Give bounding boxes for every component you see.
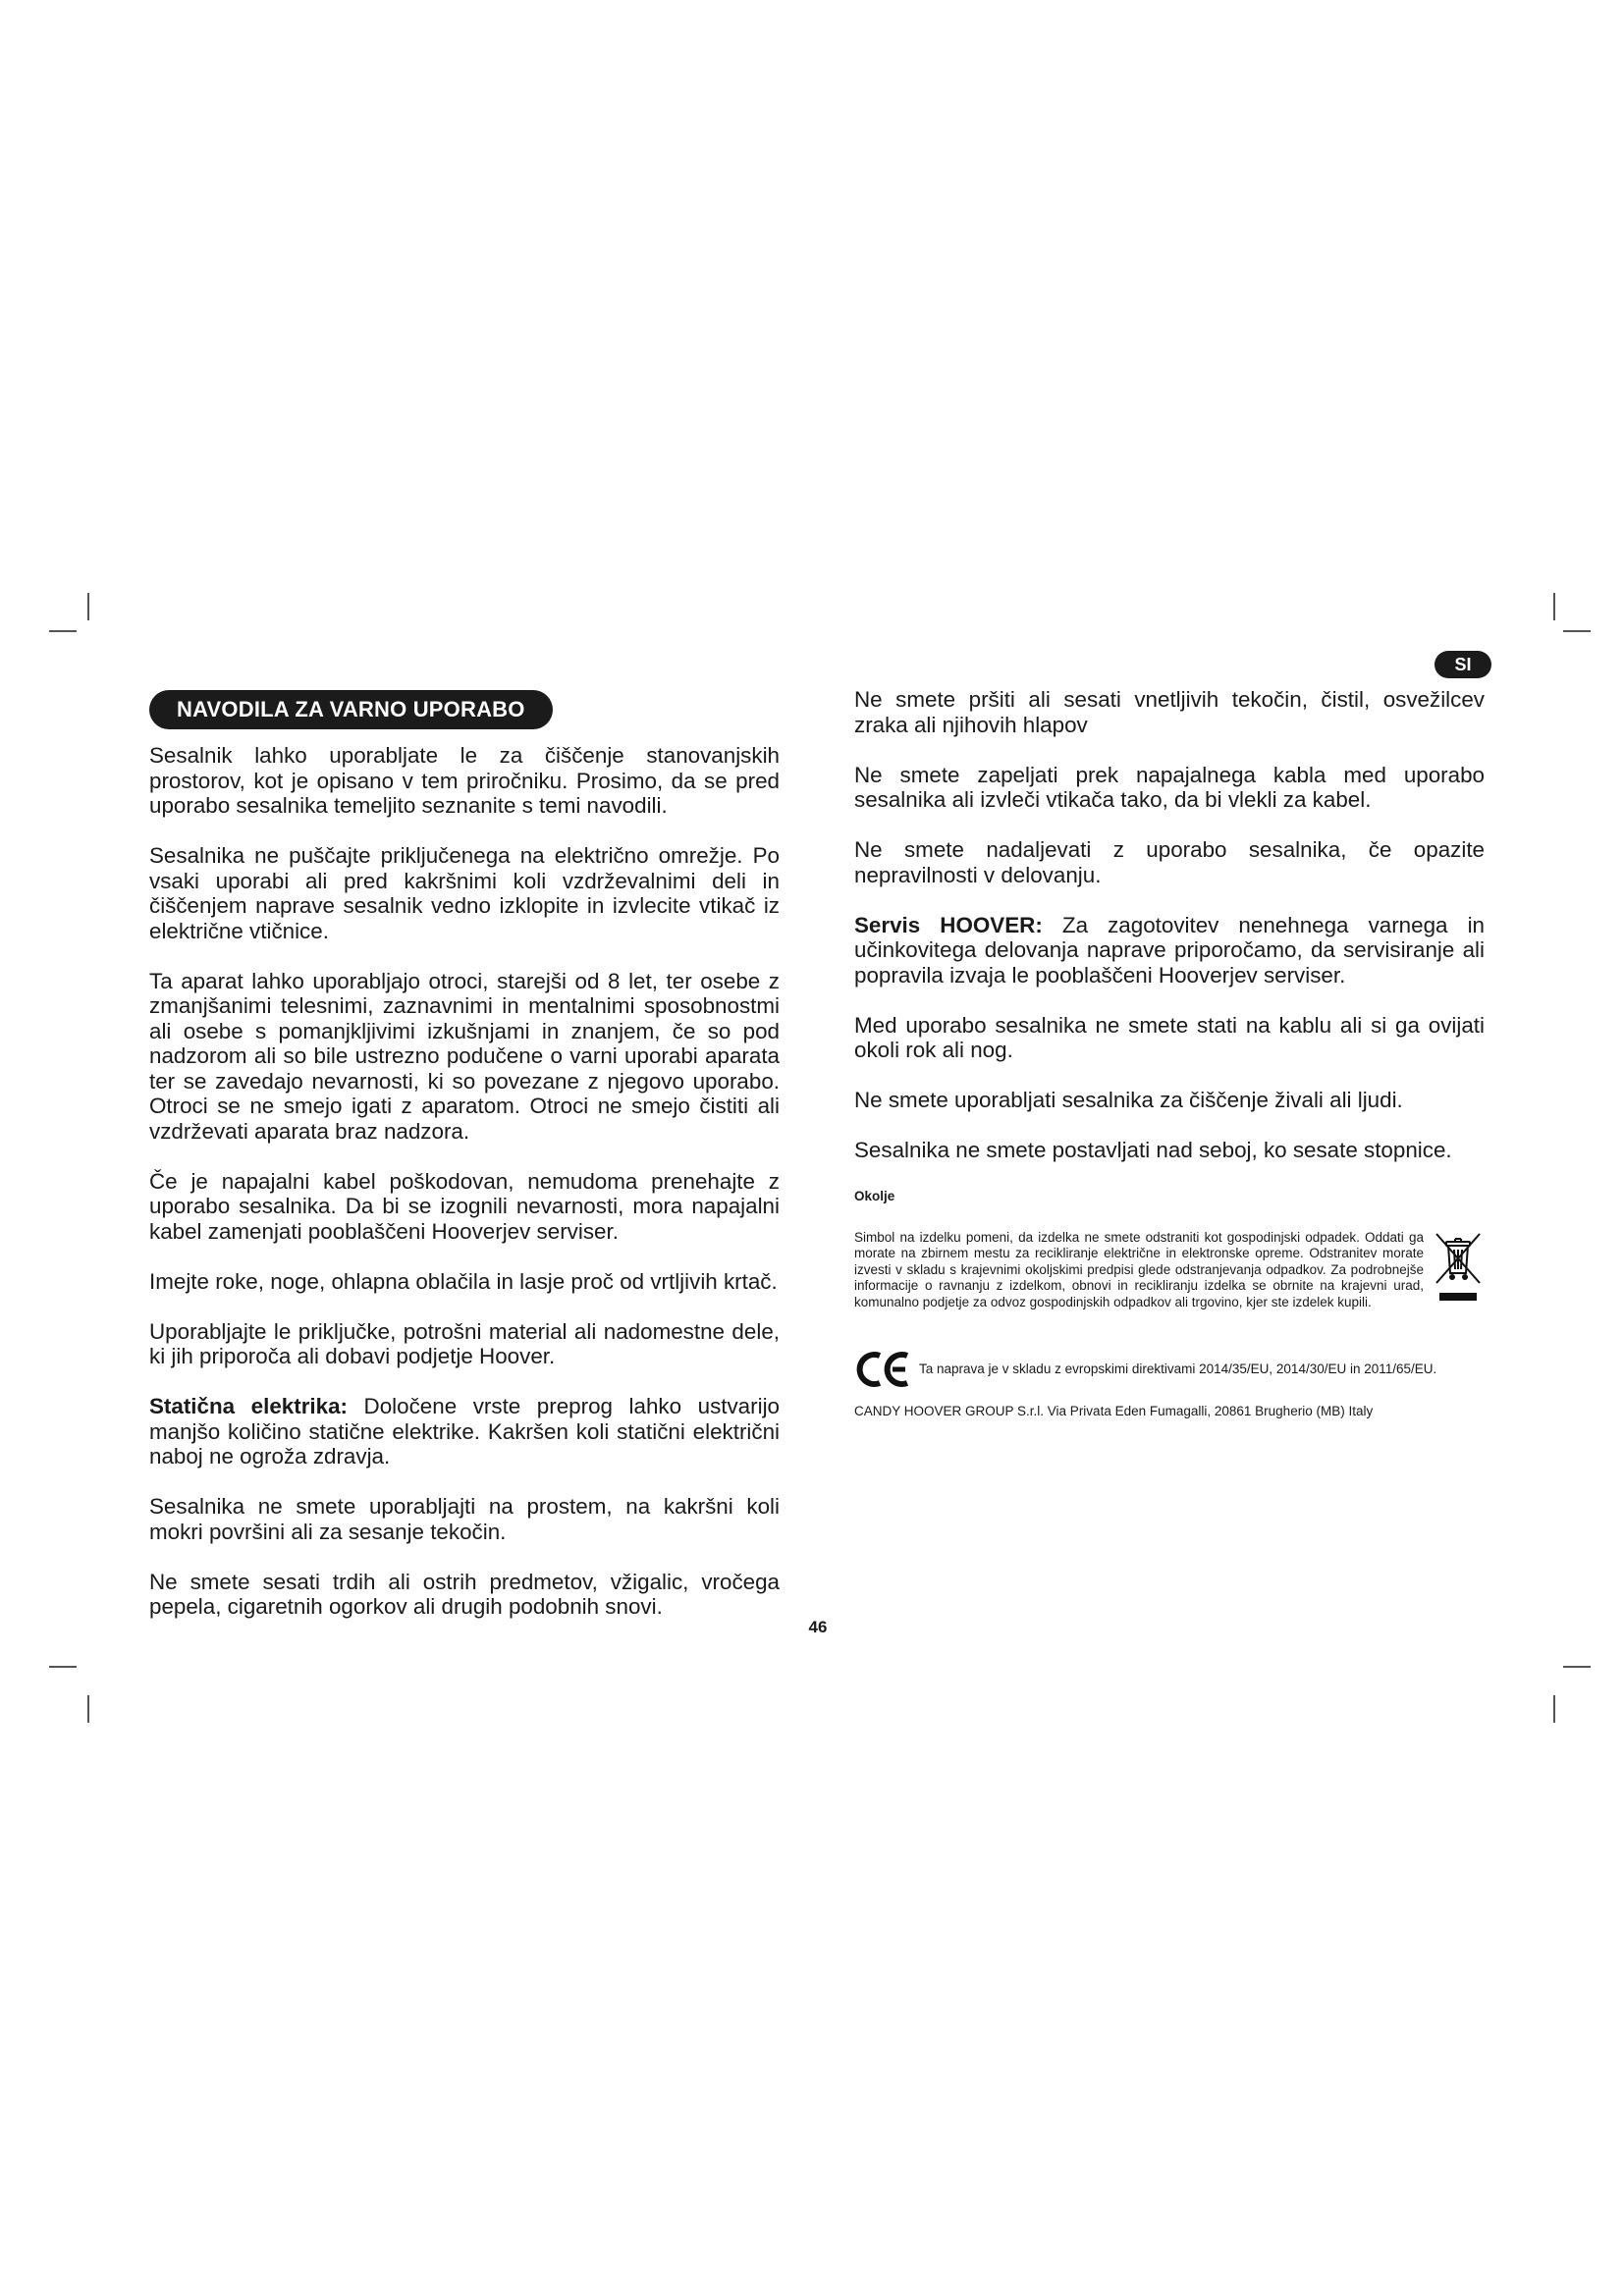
crop-mark [1563,1666,1591,1668]
paragraph: Ne smete nadaljevati z uporabo sesalnika, če opazite nepravilnosti v delovanju. [854,837,1485,887]
paragraph: Ne smete pršiti ali sesati vnetljivih tekočin, čistil, osvežilcev zraka ali njihovih hlapov [854,687,1485,737]
environment-text: Simbol na izdelku pomeni, da izdelka ne smete odstraniti kot gospodinjski odpadek. Oddati ga morate na zbirnem mestu za recikliranje električne in elektronske opreme. Odstranitev morate izvesti v skladu s krajevnimi okoljskimi predpisi glede odstranjevanja odpadkov. Za podrobnejše informacije o ravnanju z izdelkom, obnovi in recikliranju izdelka se obrnite na krajevni urad, komunalno podjetje za odvoz gospodinjskih odpadkov ali trgovino, kjer ste izdelek kupili. [854,1229,1424,1309]
weee-symbol [1432,1230,1485,1301]
crop-mark [49,630,77,632]
paragraph: Če je napajalni kabel poškodovan, nemudoma prenehajte z uporabo sesalnika. Da bi se izognili nevarnosti, mora napajalni kabel zamenjati pooblaščeni Hooverjev serviser. [149,1168,780,1244]
paragraph: Imejte roke, noge, ohlapna oblačila in lasje proč od vrtljivih krtač. [149,1268,778,1294]
environment-section [854,1188,1485,1419]
crop-mark [1563,630,1591,632]
paragraph: Sesalnik lahko uporabljate le za čiščenje stanovanjskih prostorov, kot je opisano v tem priročniku. Prosimo, da se pred uporabo sesalnika temeljito seznanite s temi navodili. [149,743,780,818]
paragraph: Ne smete uporabljati sesalnika za čiščenje živali ali ljudi. [854,1088,1403,1112]
crop-mark [87,593,89,620]
crop-mark [1553,593,1555,620]
ce-mark-icon [854,1350,915,1389]
paragraph: Ne smete zapeljati prek napajalnega kabla med uporabo sesalnika ali izvleči vtikača tako, da bi vlekli za kabel. [854,762,1485,812]
paragraph: Ne smete sesati trdih ali ostrih predmetov, vžigalic, vročega pepela, cigaretnih ogorkov ali drugih podobnih snovi. [149,1569,780,1619]
paragraph-service [854,913,1485,988]
paragraph: Sesalnika ne smete postavljati nad seboj, ko sesate stopnice. [854,1138,1452,1162]
crossed-out-wheelie-bin-icon [1433,1230,1484,1287]
language-badge: SI [1435,651,1491,678]
paragraph: Sesalnika ne smete uporabljajti na prostem, na kakršni koli mokri površini ali za sesanje tekočin. [149,1494,780,1544]
crop-mark [87,1695,89,1723]
paragraph: Med uporabo sesalnika ne smete stati na kablu ali si ga ovijati okoli rok ali nog. [854,1012,1485,1062]
environment-body [854,1230,1485,1336]
weee-bar [1439,1293,1477,1301]
paragraph-text: Za zagotovitev nenehnega varnega in učinkovitega delovanja naprave priporočamo, da servisiranje ali popravila izvaja le pooblaščeni Hooverjev serviser. [854,912,1485,988]
paragraph-label: Servis HOOVER: [854,912,1043,937]
left-column [149,743,780,1644]
paragraph-static-electricity [149,1394,780,1469]
paragraph: Ta aparat lahko uporabljajo otroci, starejši od 8 let, ter osebe z zmanjšanimi telesnimi, zaznavnimi in mentalnimi sposobnostmi ali osebe s pomanjkljivimi izkušnjami in znanjem, če so pod nadzorom ali so bile ustrezno podučene o varni uporabi aparata ter se zavedajo nevarnosti, ki so povezane z njegovo uporabo. Otroci se ne smejo igati z aparatom. Otroci ne smejo čistiti ali vzdrževati aparata braz nadzora. [149,968,780,1144]
crop-mark [1553,1695,1555,1723]
section-title-badge: NAVODILA ZA VARNO UPORABO [149,690,553,729]
right-column [854,687,1485,1419]
crop-mark [49,1666,77,1668]
paragraph-label: Statična elektrika: [149,1394,348,1418]
paragraph-text: Določene vrste preprog lahko ustvarijo manjšo količino statične elektrike. Kakršen koli statični električni naboj ne ogroža zdravja. [149,1394,780,1468]
ce-text: Ta naprava je v skladu z evropskimi direktivami 2014/35/EU, 2014/30/EU in 2011/65/EU. [919,1361,1437,1376]
paragraph: Sesalnika ne puščajte priključenega na električno omrežje. Po vsaki uporabi ali pred kakršnimi koli vzdrževalnimi deli in čiščenjem naprave sesalnik vedno izklopite in izvlecite vtikač iz električne vtičnice. [149,843,780,943]
page-number: 46 [808,1618,828,1636]
company-address: CANDY HOOVER GROUP S.r.l. Via Privata Eden Fumagalli, 20861 Brugherio (MB) Italy [854,1403,1374,1418]
paragraph: Uporabljajte le priključke, potrošni material ali nadomestne dele, ki jih priporoča ali dobavi podjetje Hoover. [149,1318,780,1368]
environment-title: Okolje [854,1189,895,1203]
ce-row [854,1350,1485,1389]
